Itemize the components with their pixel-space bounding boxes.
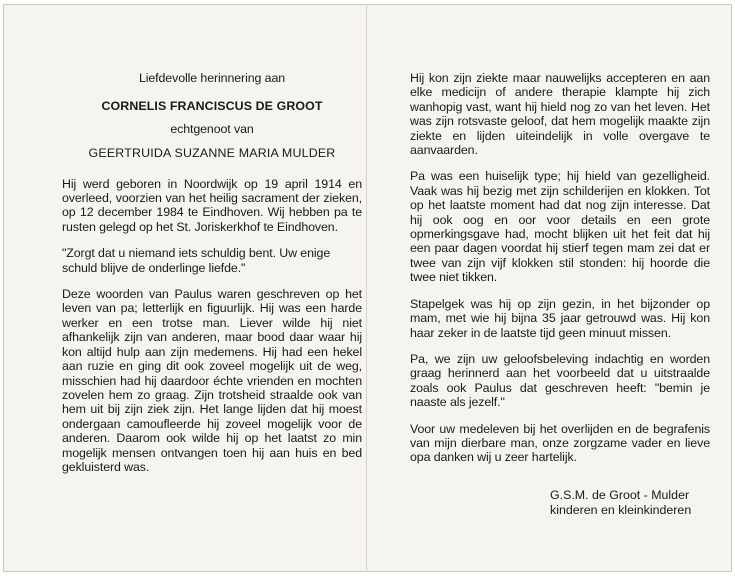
- relation-line: echtgenoot van: [170, 121, 254, 136]
- signature-family: kinderen en kleinkinderen: [550, 503, 692, 517]
- right-page: [410, 71, 710, 477]
- family-paragraph: Stapelgek was hij op zijn gezin, in het bijzonder op mam, met wie hij bijna 35 jaar getrouwd was. Hij kon haar zeker in de laatste tijd geen minuut missen.: [410, 296, 710, 340]
- quote-paragraph: "Zorgt dat u niemand iets schuldig bent. Uw enige schuld blijve de onderlinge liefde.": [62, 246, 331, 275]
- spouse-name: GEERTRUIDA SUZANNE MARIA MULDER: [88, 146, 336, 161]
- character-paragraph: Deze woorden van Paulus waren geschreven op het leven van pa; letterlijk en figuurlijk. Hij was een harde werker en een trotse man. Liever wilde hij niet afhankelijk zijn van anderen, maar bood daar waar hij kon altijd hulp aan zijn medemens. Hij had een hekel aan ruzie en ging dit ook zoveel mogelijk uit de weg, misschien had hij daardoor échte vrienden en mochten zovelen hem zo graag. Zijn trotsheid straalde ook van hem uit bij zijn ziek zijn. Het lange lijden dat hij moest ondergaan camoufleerde hij zoveel mogelijk voor de anderen. Daarom ook wilde hij op het laatst zo min mogelijk mensen ontvangen toen hij aan huis en bed gekluisterd was.: [62, 287, 362, 474]
- hobbies-paragraph: Pa was een huiselijk type; hij hield van gezelligheid. Vaak was hij bezig met zijn schilderijen en klokken. Tot op het laatste moment had dat nog zijn interesse. Dat hij ook oog en oor voor details en een grote opmerkingsgave had, mocht blijken uit het feit dat hij een paar dagen voordat hij stierf tegen mam zei dat er twee van zijn vijf klokken stil stonden: hij hoorde die twee niet tikken.: [410, 169, 710, 285]
- deceased-name: CORNELIS FRANCISCUS DE GROOT: [101, 99, 323, 114]
- intro-line: Liefdevolle herinnering aan: [138, 71, 286, 85]
- birth-death-paragraph: Hij werd geboren in Noordwijk op 19 april 1914 en overleed, voorzien van het heilig sacrament der zieken, op 12 december 1984 te Eindhoven. Wij hebben pa te rusten gelegd op het St. Joriskerkhof te Eindhoven.: [62, 176, 362, 234]
- left-page: [62, 71, 362, 486]
- signature-block: [550, 488, 691, 518]
- signature-name: G.S.M. de Groot - Mulder: [550, 488, 690, 502]
- thanks-paragraph: Voor uw medeleven bij het overlijden en de begrafenis van mijn dierbare man, onze zorgzame vader en lieve opa danken wij u zeer hartelijk.: [410, 421, 710, 465]
- faith-paragraph: Pa, we zijn uw geloofsbeleving indachtig en worden graag herinnerd aan het voorbeeld dat u uitstraalde zoals ook Paulus dat geschreven heeft: "bemin je naaste als jezelf.": [410, 351, 710, 410]
- illness-paragraph: Hij kon zijn ziekte maar nauwelijks accepteren en aan elke medicijn of andere therapie klampte hij zich wanhopig vast, want hij hield nog zo van het leven. Het was zijn rotsvaste geloof, dat hem mogelijk maakte zijn ziekte en lijden uiteindelijk in volle overgave te aanvaarden.: [410, 71, 710, 158]
- card-fold-line: [366, 4, 367, 572]
